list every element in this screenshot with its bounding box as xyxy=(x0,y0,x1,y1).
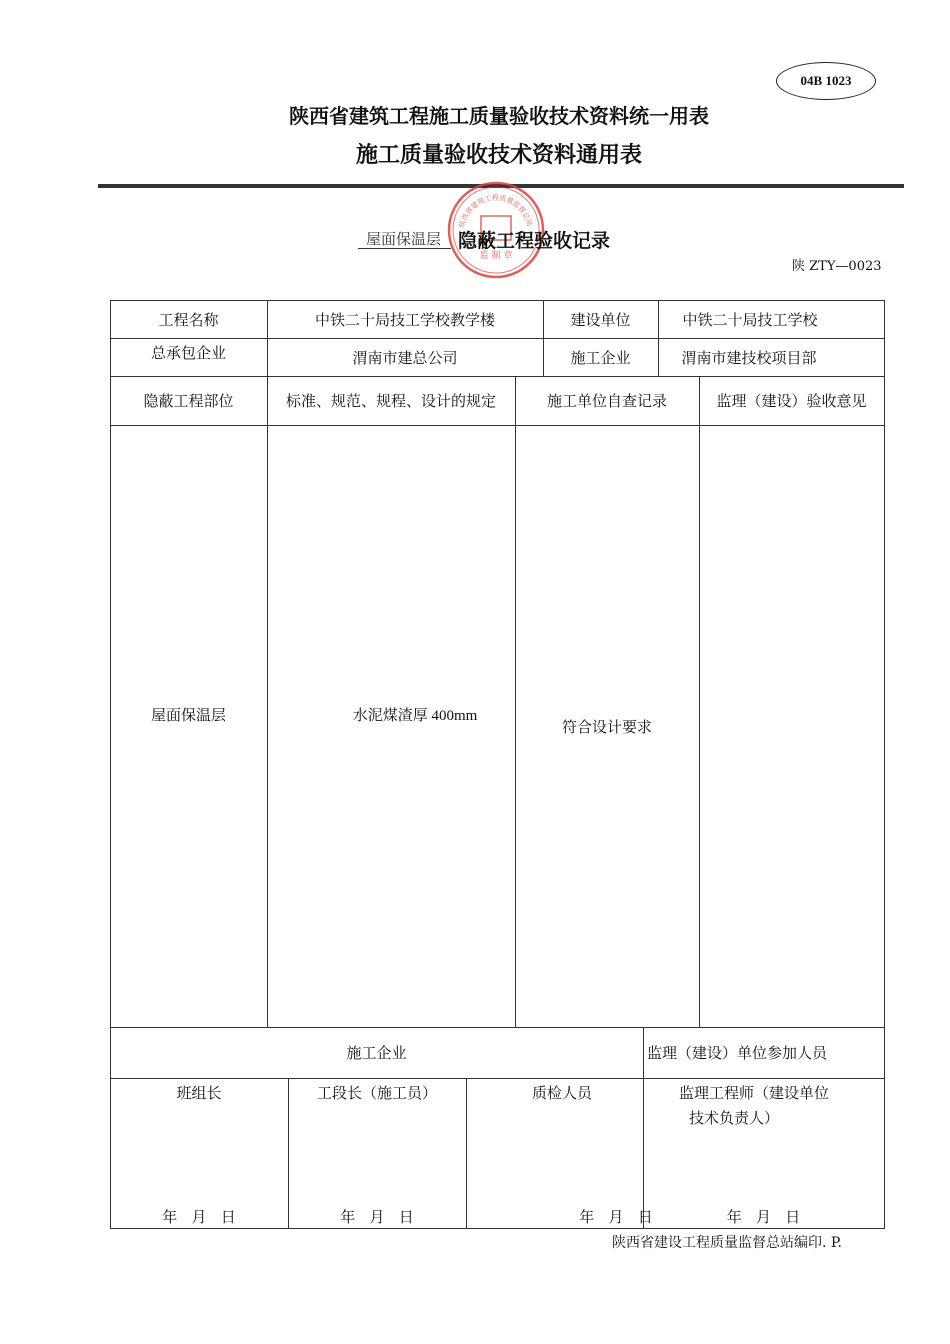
supervision-opinion xyxy=(699,425,884,1027)
svg-text:陕西省建筑工程质量监督总站 xyxy=(457,193,534,229)
col-header-supervision: 监理（建设）验收意见 xyxy=(716,392,867,410)
footer-publisher: 陕西省建设工程质量监督总站编印. P. xyxy=(612,1235,842,1251)
record-title: 隐蔽工程验收记录 xyxy=(458,230,611,252)
form-code: 陕 ZTY—0023 xyxy=(792,259,882,274)
owner-label: 建设单位 xyxy=(570,310,631,329)
col-header-selfcheck: 施工单位自查记录 xyxy=(546,392,667,410)
contractor-label: 总承包企业 xyxy=(150,343,226,362)
construction-enterprise-label: 施工企业 xyxy=(346,1044,407,1062)
date-team-leader: 年 月 日 xyxy=(162,1207,236,1226)
sign-quality-label: 质检人员 xyxy=(531,1084,592,1102)
title-line-1: 陕西省建筑工程施工质量验收技术资料统一用表 xyxy=(289,104,709,128)
contractor-value: 渭南市建总公司 xyxy=(352,348,458,367)
date-quality: 年 月 日 xyxy=(579,1207,653,1226)
part-value: 屋面保温层 xyxy=(150,705,226,724)
project-name-label: 工程名称 xyxy=(158,310,219,329)
col-header-part: 隐蔽工程部位 xyxy=(143,392,234,410)
sign-section-leader-label: 工段长（施工员） xyxy=(316,1084,437,1102)
date-supervisor: 年 月 日 xyxy=(726,1207,801,1226)
standard-value: 水泥煤渣厚 400mm xyxy=(352,707,478,724)
date-section-leader: 年 月 日 xyxy=(340,1207,414,1226)
sign-supervisor-label-line1: 监理工程师（建设单位 xyxy=(678,1084,829,1102)
project-name-value: 中铁二十局技工学校教学楼 xyxy=(314,310,495,329)
selfcheck-value: 符合设计要求 xyxy=(561,717,652,736)
col-header-standard: 标准、规范、规程、设计的规定 xyxy=(285,392,496,410)
title-line-2: 施工质量验收技术资料通用表 xyxy=(355,143,642,168)
builder-value: 渭南市建技校项目部 xyxy=(681,348,817,367)
seal-arc-text: 陕西省建筑工程质量监督总站 xyxy=(458,193,534,229)
supervision-people-label: 监理（建设）单位参加人员 xyxy=(647,1044,828,1062)
subtitle-prefix: 屋面保温层 xyxy=(358,230,451,249)
builder-label: 施工企业 xyxy=(570,348,631,367)
sign-team-leader-label: 班组长 xyxy=(176,1084,222,1102)
owner-value: 中铁二十局技工学校 xyxy=(682,310,818,329)
sign-supervisor-label-line2: 技术负责人） xyxy=(689,1109,780,1127)
seal-bottom-text: 监 制 章 xyxy=(479,251,513,261)
form-number-badge: 04B 1023 xyxy=(776,62,876,100)
